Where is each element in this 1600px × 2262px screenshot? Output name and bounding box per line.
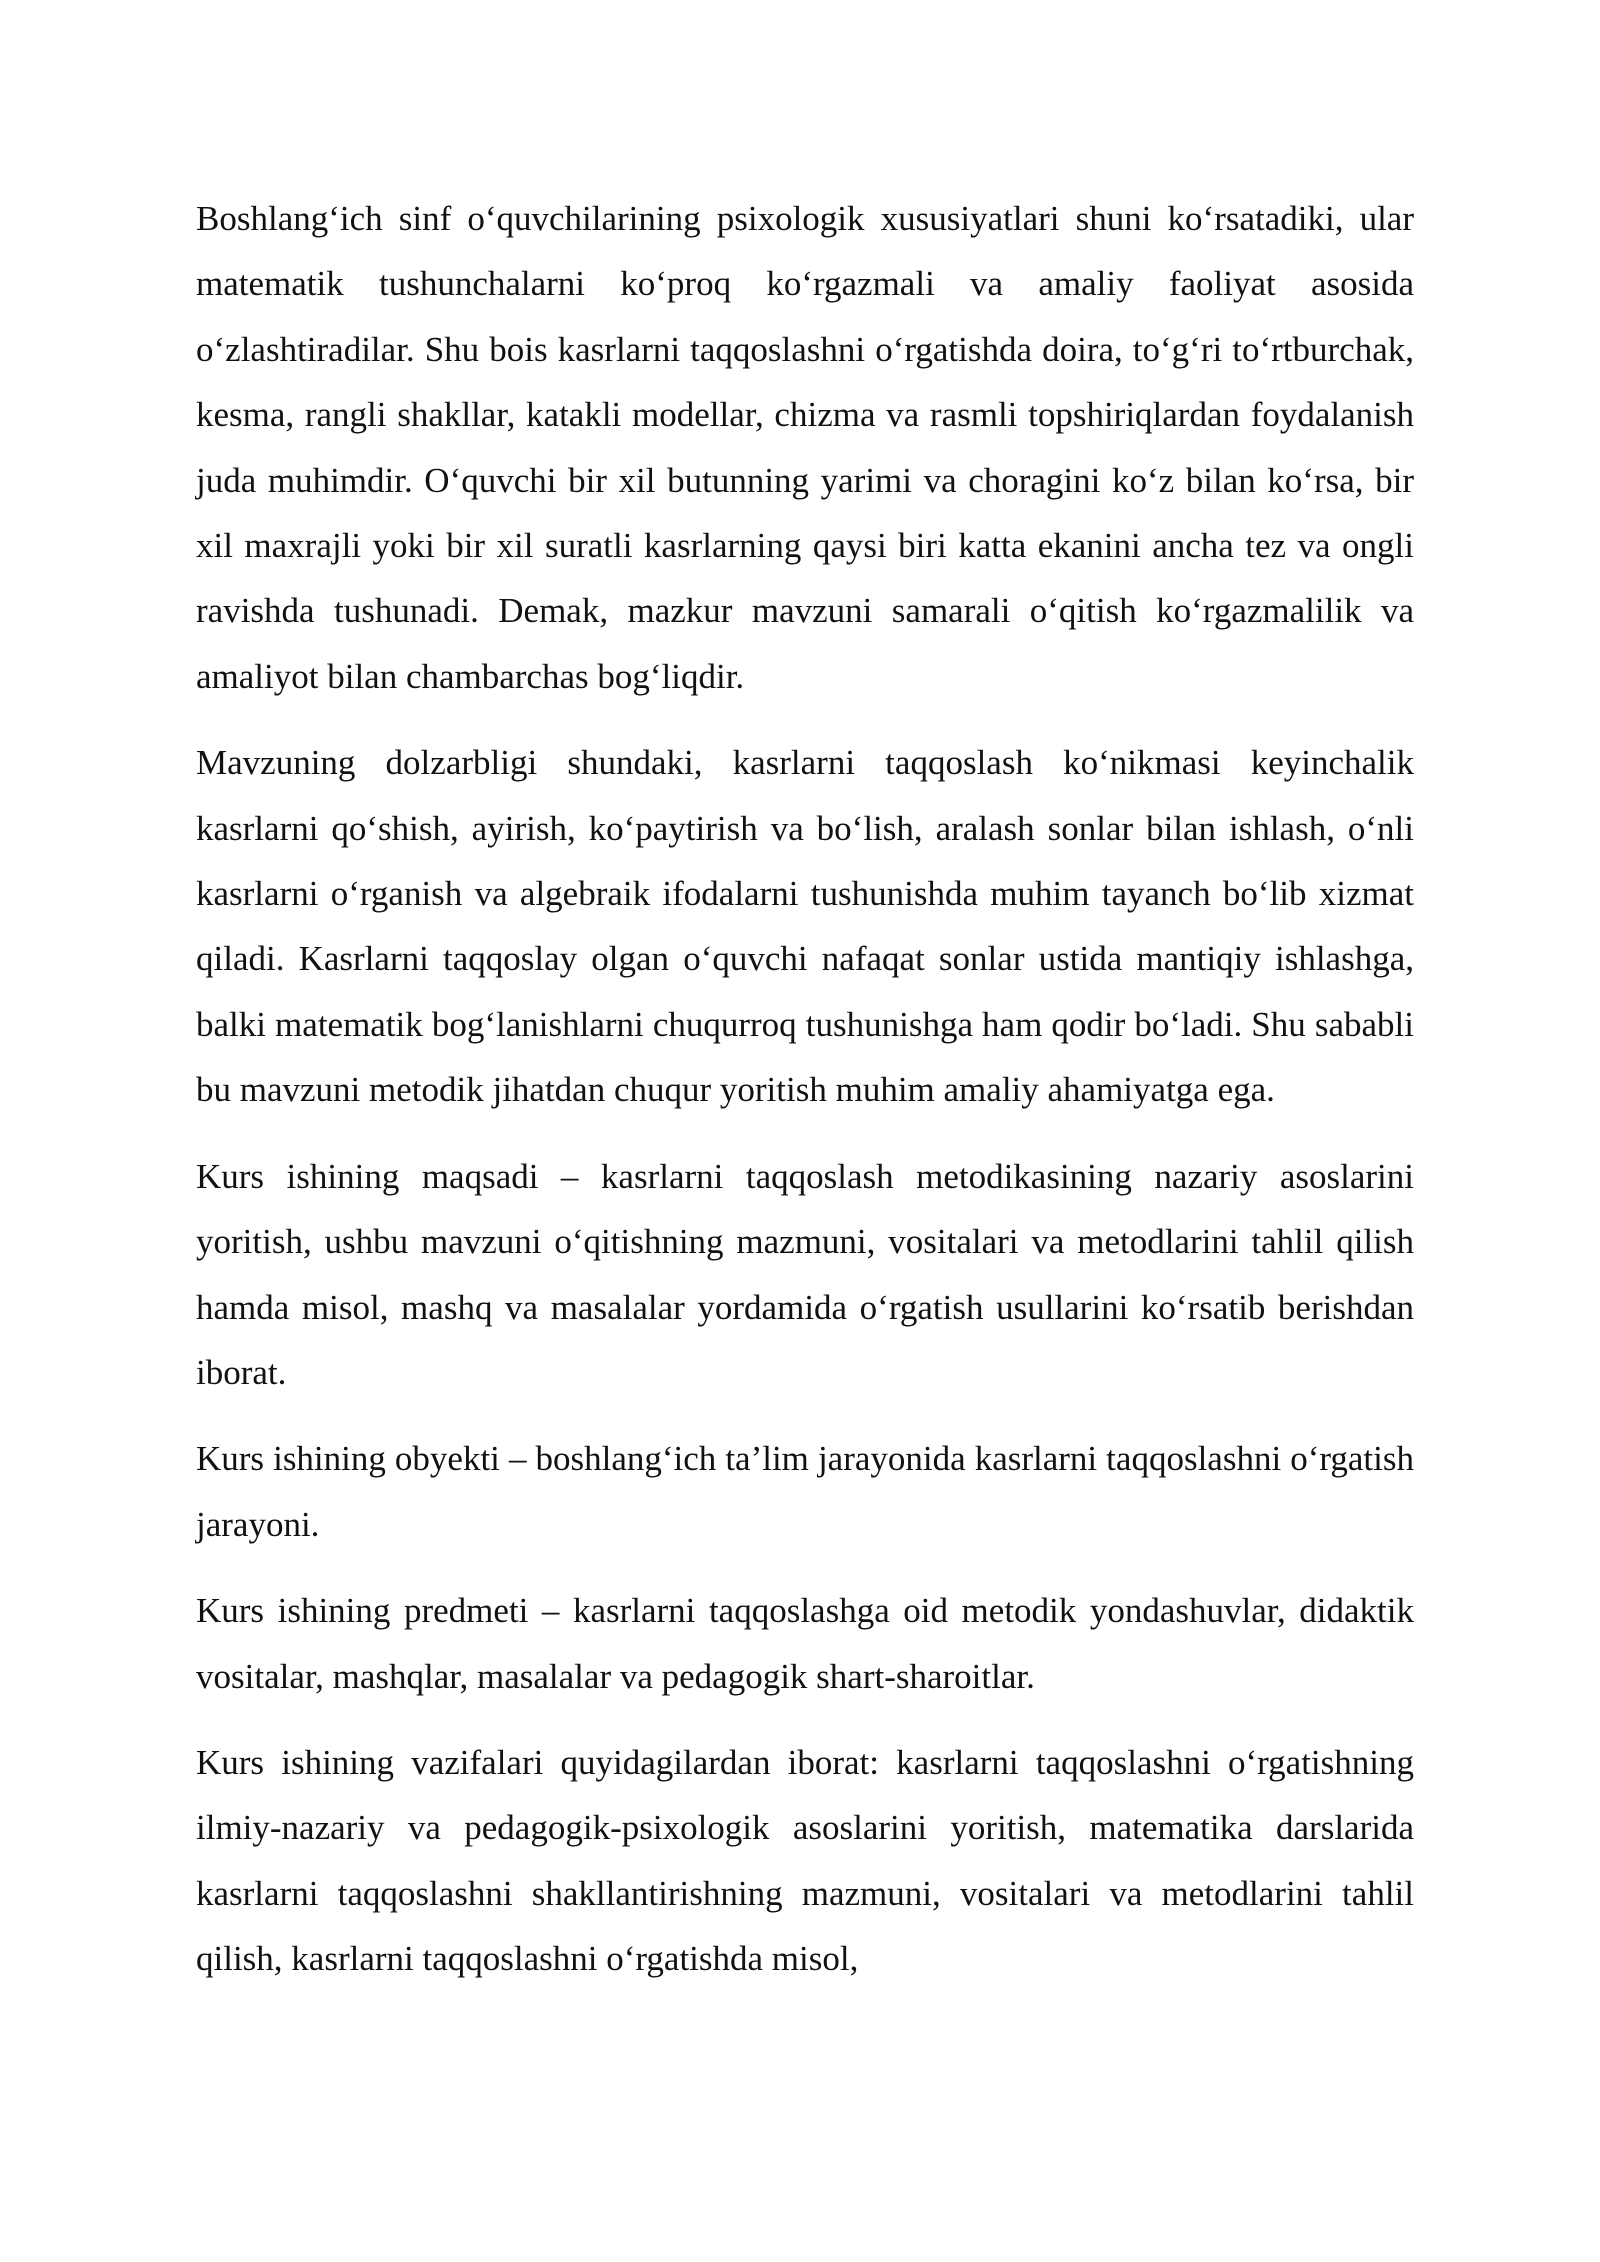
paragraph-tasks: Kurs ishining vazifalari quyidagilardan iborat: kasrlarni taqqoslashni o‘rgatishning ilmiy-nazariy va pedagogik-psixologik asoslarini yoritish, matematika darslarida kasrlarni taqqoslashni shakllantirishning mazmuni, vositalari va metodlarini tahlil qilish, kasrlarni taqqoslashni o‘rgatishda misol, (196, 1742, 1414, 1979)
document-page (196, 186, 1414, 2013)
paragraph-goal: Kurs ishining maqsadi – kasrlarni taqqoslash metodikasining nazariy asoslarini yoritish, ushbu mavzuni o‘qitishning mazmuni, vositalari va metodlarini tahlil qilish hamda misol, mashq va masalalar yordamida o‘rgatish usullarini ko‘rsatib berishdan iborat. (196, 1156, 1414, 1392)
paragraph-visual-learning: Boshlang‘ich sinf o‘quvchilarining psixologik xususiyatlari shuni ko‘rsatadiki, ular matematik tushunchalarni ko‘proq ko‘rgazmali va amaliy faoliyat asosida o‘zlashtiradilar. Shu bois kasrlarni taqqoslashni o‘rgatishda doira, to‘g‘ri to‘rtburchak, kesma, rangli shakllar, katakli modellar, chizma va rasmli topshiriqlardan foydalanish juda muhimdir. O‘quvchi bir xil butunning yarimi va choragini ko‘z bilan ko‘rsa, bir xil maxrajli yoki bir xil suratli kasrlarning qaysi biri katta ekanini ancha tez va ongli ravishda tushunadi. Demak, mazkur mavzuni samarali o‘qitish ko‘rgazmalilik va amaliyot bilan chambarchas bog‘liqdir. (196, 199, 1414, 696)
paragraph-relevance: Mavzuning dolzarbligi shundaki, kasrlarni taqqoslash ko‘nikmasi keyinchalik kasrlarni qo‘shish, ayirish, ko‘paytirish va bo‘lish, aralash sonlar bilan ishlash, o‘nli kasrlarni o‘rganish va algebraik ifodalarni tushunishda muhim tayanch bo‘lib xizmat qiladi. Kasrlarni taqqoslay olgan o‘quvchi nafaqat sonlar ustida mantiqiy ishlashga, balki matematik bog‘lanishlarni chuqurroq tushunishga ham qodir bo‘ladi. Shu sababli bu mavzuni metodik jihatdan chuqur yoritish muhim amaliy ahamiyatga ega. (196, 743, 1414, 1110)
paragraph-object: Kurs ishining obyekti – boshlang‘ich ta’lim jarayonida kasrlarni taqqoslashni o‘rgatish jarayoni. (196, 1439, 1414, 1544)
paragraph-subject: Kurs ishining predmeti – kasrlarni taqqoslashga oid metodik yondashuvlar, didaktik vositalar, mashqlar, masalalar va pedagogik shart-sharoitlar. (196, 1591, 1414, 1696)
